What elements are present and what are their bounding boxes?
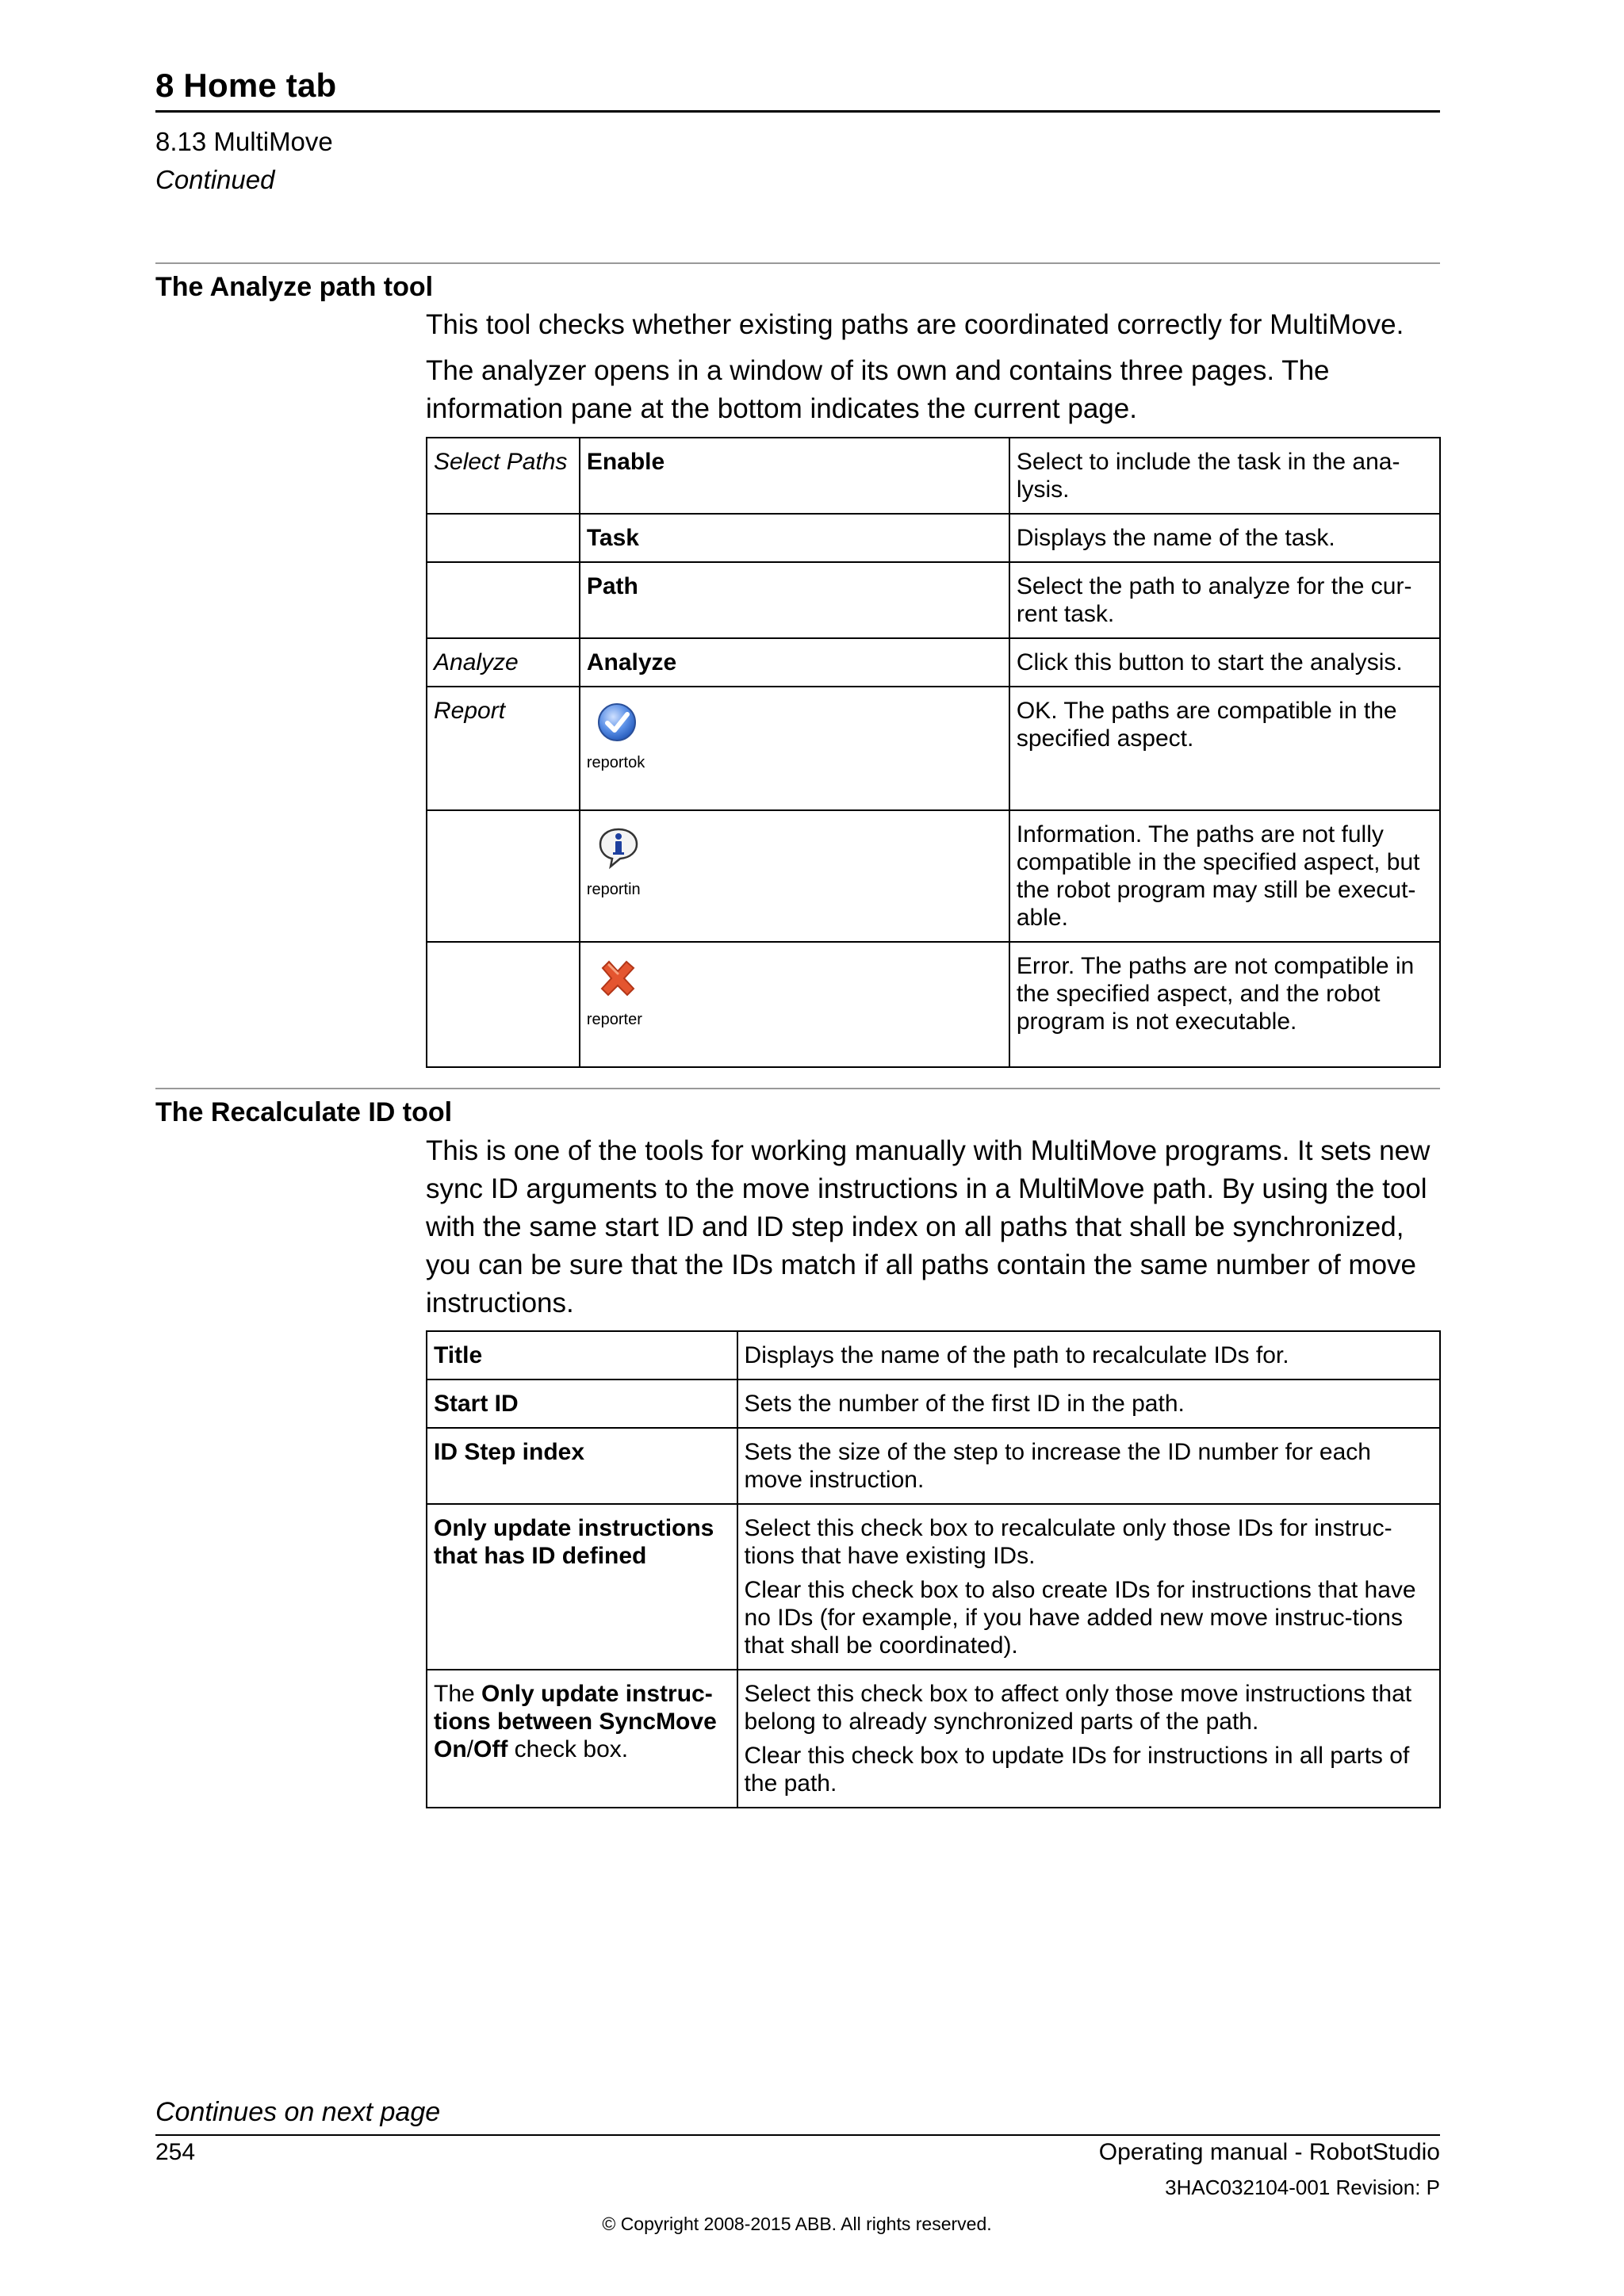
- page-cell: Select Paths: [427, 438, 580, 514]
- page-cell: Report: [427, 687, 580, 810]
- table-row: [427, 942, 1440, 1067]
- control-cell: Task: [580, 514, 1009, 562]
- description-cell: [737, 1428, 1440, 1504]
- icon-cell: [580, 687, 1009, 810]
- table-row: [427, 1428, 1440, 1504]
- description-cell: Information. The paths are not fully compatible in the specified aspect, but the robot program may still be execut-able.: [1009, 810, 1440, 942]
- copyright: © Copyright 2008-2015 ABB. All rights reserved.: [602, 2214, 992, 2234]
- description-cell: [737, 1331, 1440, 1380]
- table-row: [427, 562, 1440, 638]
- document-id: 3HAC032104-001 Revision: P: [1165, 2175, 1440, 2199]
- table-row: [427, 1380, 1440, 1428]
- description-cell: [737, 1504, 1440, 1670]
- description-text: Select this check box to recalculate only those IDs for instruc-tions that have existing IDs.: [744, 1515, 1392, 1569]
- description-cell: Displays the name of the task.: [1009, 514, 1440, 562]
- table-row: [427, 438, 1440, 514]
- analyze-heading: The Analyze path tool: [155, 272, 434, 302]
- icon-caption: reporter: [586, 1011, 642, 1028]
- label-cell: [427, 1670, 737, 1808]
- page-cell: [427, 810, 580, 942]
- page-number: 254: [155, 2139, 196, 2165]
- analyze-intro-2: The analyzer opens in a window of its own and contains three pages. The information pane at the bottom indicates the current page.: [426, 355, 1330, 424]
- footer-rule: [155, 2134, 1440, 2136]
- label-text: check box.: [508, 1736, 629, 1762]
- description-cell: OK. The paths are compatible in the specified aspect.: [1009, 687, 1440, 810]
- recalc-intro: This is one of the tools for working manually with MultiMove programs. It sets new sync ID arguments to the move instructions in a MultiMove path. By using the tool with the same start ID and ID step index on all paths that shall be synchronized, you can be sure that the IDs match if all paths contain the same number of move instructions.: [426, 1135, 1431, 1318]
- manual-title: Operating manual - RobotStudio: [1098, 2139, 1440, 2165]
- label-text: Only update instruc-tions between SyncMove On: [434, 1681, 717, 1762]
- table-row: [427, 687, 1440, 810]
- description-text: Sets the number of the first ID in the path.: [744, 1391, 1185, 1417]
- description-text: Clear this check box to update IDs for instructions in all parts of the path.: [744, 1743, 1410, 1797]
- section-divider: [155, 262, 1440, 264]
- description-text: Select this check box to affect only those move instructions that belong to already synchronized parts of the path.: [744, 1681, 1412, 1735]
- recalc-heading: The Recalculate ID tool: [155, 1097, 453, 1127]
- header-rule: [155, 110, 1440, 113]
- page-cell: [427, 514, 580, 562]
- control-cell: Enable: [580, 438, 1009, 514]
- analyze-intro-1: This tool checks whether existing paths are coordinated correctly for MultiMove.: [426, 309, 1404, 340]
- label-cell: Only update instructions that has ID defined: [427, 1504, 737, 1670]
- description-cell: Click this button to start the analysis.: [1009, 638, 1440, 687]
- section-divider: [155, 1088, 1440, 1089]
- description-cell: Select the path to analyze for the cur-rent task.: [1009, 562, 1440, 638]
- description-cell: Error. The paths are not compatible in the specified aspect, and the robot program is not executable.: [1009, 942, 1440, 1067]
- table-row: [427, 514, 1440, 562]
- description-cell: [737, 1380, 1440, 1428]
- page-cell: [427, 562, 580, 638]
- check-circle-icon: [596, 702, 638, 743]
- label-cell: Title: [427, 1331, 737, 1380]
- continues-next-page: Continues on next page: [155, 2097, 441, 2127]
- icon-caption: reportin: [586, 881, 641, 898]
- icon-cell: [580, 810, 1009, 942]
- description-text: Displays the name of the path to recalculate IDs for.: [744, 1342, 1289, 1368]
- analyze-table: [426, 437, 1441, 1068]
- description-cell: Select to include the task in the ana-lysis.: [1009, 438, 1440, 514]
- label-text: The: [434, 1681, 482, 1707]
- section-number: 8.13 MultiMove: [155, 127, 333, 156]
- table-row: [427, 1670, 1440, 1808]
- description-cell: [737, 1670, 1440, 1808]
- continued-label: Continued: [155, 165, 275, 194]
- table-row: [427, 638, 1440, 687]
- table-row: [427, 810, 1440, 942]
- recalc-table: [426, 1330, 1441, 1808]
- label-cell: ID Step index: [427, 1428, 737, 1504]
- page-cell: [427, 942, 580, 1067]
- icon-cell: [580, 942, 1009, 1067]
- table-row: [427, 1504, 1440, 1670]
- icon-caption: reportok: [586, 754, 645, 771]
- description-text: Sets the size of the step to increase the ID number for each move instruction.: [744, 1439, 1371, 1493]
- chapter-title: 8 Home tab: [155, 67, 337, 104]
- control-cell: Analyze: [580, 638, 1009, 687]
- description-text: Clear this check box to also create IDs for instructions that have no IDs (for example, if you have added new move instruc-tions that shall be coordinated).: [744, 1577, 1416, 1659]
- label-cell: Start ID: [427, 1380, 737, 1428]
- error-x-icon: [596, 957, 639, 1000]
- control-cell: Path: [580, 562, 1009, 638]
- page-cell: Analyze: [427, 638, 580, 687]
- label-text: /: [466, 1736, 474, 1762]
- table-row: [427, 1331, 1440, 1380]
- info-bubble-icon: [596, 825, 641, 870]
- label-text: Off: [473, 1736, 508, 1762]
